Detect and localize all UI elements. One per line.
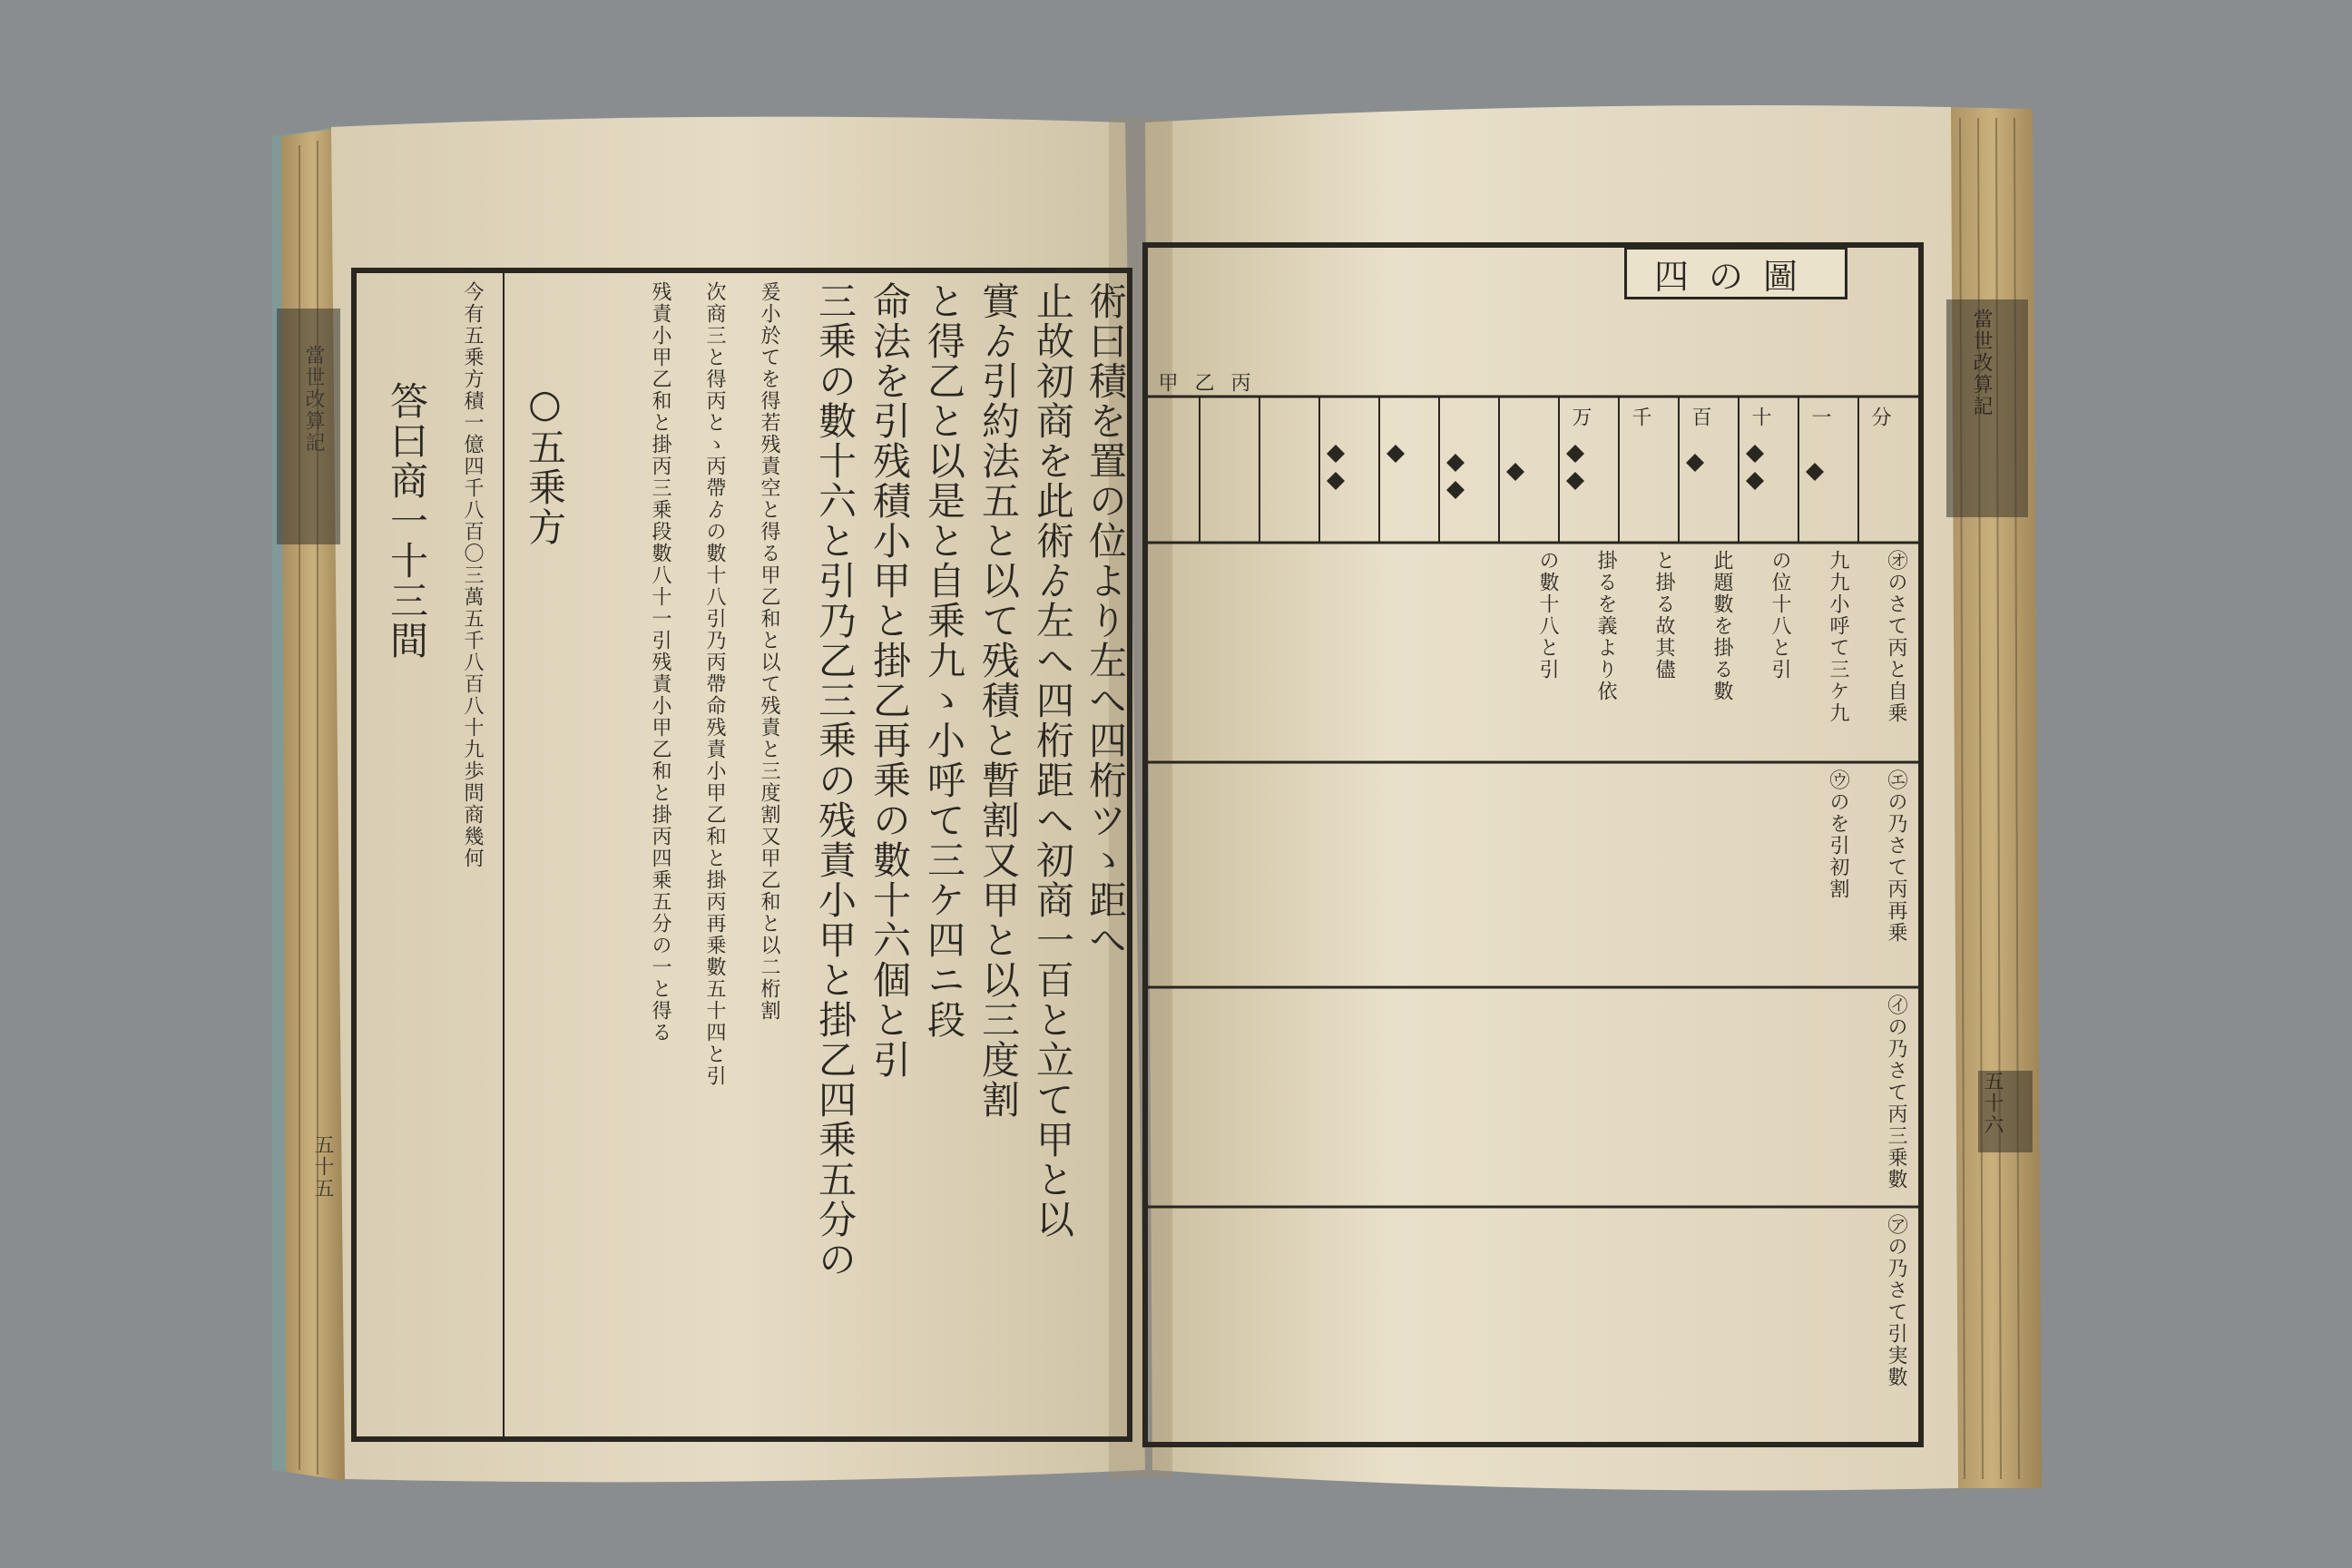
left-col-4: と得乙と以是と自乗九ゝ小呼て三ケ四ニ段 (922, 281, 966, 1040)
right-col-j: 掛るを義より依 (1594, 550, 1617, 702)
right-col-c: ㋑の乃さて丙三乗數 (1885, 995, 1907, 1191)
right-col-f: ㋒のを引初割 (1827, 769, 1849, 900)
place-label-man: 万 (1569, 407, 1592, 428)
left-problem: 今有五乗方積一億四千八百〇三萬五千八百八十九歩問商幾何 (461, 281, 484, 869)
right-col-d: ㋐の乃さて引実數 (1885, 1214, 1907, 1388)
right-col-a: ㋔のさて丙と自乗 (1885, 550, 1907, 724)
right-col-h: 此題數を掛る數 (1710, 550, 1733, 702)
left-col-1: 術曰積を置の位より左へ四桁ツゝ距へ (1083, 281, 1128, 960)
left-heading-fifth-power: ○五乗方 (523, 381, 567, 547)
left-margin-title: 當世改算記 (302, 345, 325, 454)
right-col-g: の位十八と引 (1769, 550, 1791, 681)
figure-title: 四の圖 (1624, 247, 1847, 299)
left-col-2: 止故初商を此術ゟ左へ四桁距へ初商一百と立て甲と以 (1031, 281, 1075, 1240)
abacus-label-otsu: 乙 (1191, 372, 1214, 394)
left-col-6: 三乗の數十六と引乃乙三乗の残責小甲と掛乙四乗五分の (813, 281, 858, 1279)
abacus-label-hei: 丙 (1228, 372, 1250, 394)
right-margin-number: 五十六 (1981, 1071, 2004, 1136)
place-label-juu: 十 (1749, 407, 1771, 428)
left-col-5: 命法を引残積小甲と掛乙再乗の數十六個と引 (867, 281, 912, 1080)
right-col-k: の數十八と引 (1536, 550, 1559, 681)
left-col-7: 爰小於てを得若残責空と得る甲乙和と以て残責と三度割又甲乙和と以二桁割 (758, 281, 780, 1022)
place-label-ichi: 一 (1808, 407, 1831, 428)
right-col-b: ㋓の乃さて丙再乗 (1885, 769, 1907, 944)
right-col-i: と掛る故其儘 (1652, 550, 1675, 681)
right-margin-title: 當世改算記 (1970, 309, 1993, 417)
left-col-3: 實ゟ引約法五と以て残積と暫割又甲と以三度割 (976, 281, 1021, 1120)
left-col-8: 次商三と得丙とゝ丙帶ゟの數十八引乃丙帶命残責小甲乙和と掛丙再乗數五十四と引 (703, 281, 726, 1087)
place-label-hyaku: 百 (1689, 407, 1711, 428)
left-margin-number: 五十五 (311, 1134, 334, 1200)
right-col-e: 九九小呼て三ケ九 (1827, 550, 1849, 724)
place-label-sen: 千 (1629, 407, 1651, 428)
abacus-label-kou: 甲 (1155, 372, 1178, 394)
left-col-9: 残責小甲乙和と掛丙三乗段數八十一引残責小甲乙和と掛丙四乗五分の一と得る (649, 281, 671, 1044)
place-label-bu: 分 (1868, 407, 1891, 428)
left-answer: 答曰商一十三間 (385, 381, 429, 661)
